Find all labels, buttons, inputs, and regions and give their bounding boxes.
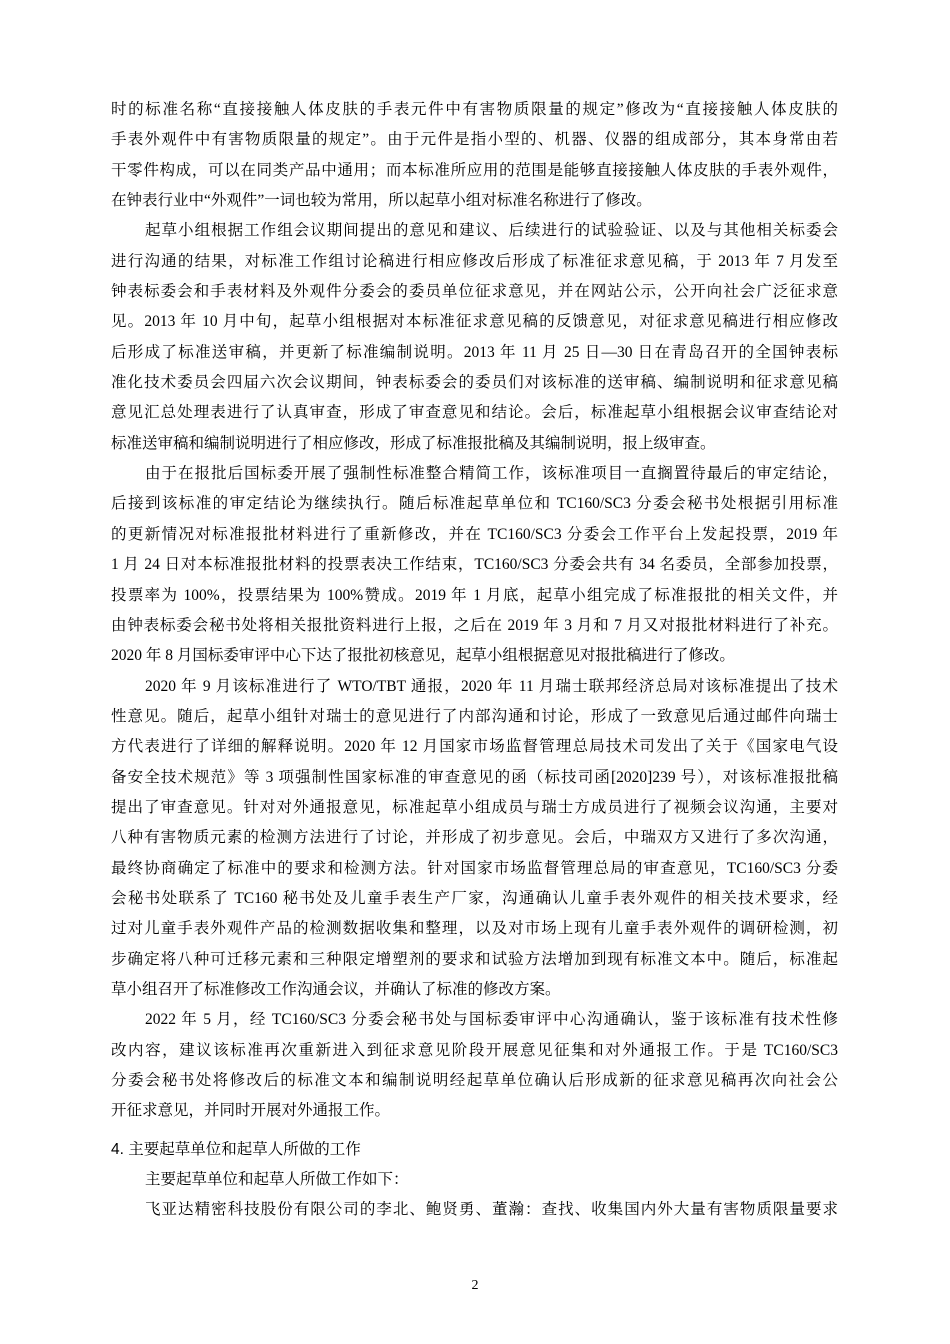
- text-line: 2022 年 5 月，经 TC160/SC3 分委会秘书处与国标委审评中心沟通确认，鉴于该标准有技术性修: [145, 1011, 838, 1029]
- text-line: 后形成了标准送审稿，并更新了标准编制说明。2013 年 11 月 25 日—30 日在青岛召开的全国钟表标: [111, 343, 838, 361]
- text-line: 手表外观件中有害物质限量的规定”。由于元件是指小型的、机器、仪器的组成部分，其本身常由若: [111, 131, 838, 149]
- text-line: 分委会秘书处将修改后的标准文本和编制说明经起草单位确认后形成新的征求意见稿再次向社会公: [111, 1072, 838, 1089]
- text-line: 八种有害物质元素的检测方法进行了讨论，并形成了初步意见。会后，中瑞双方又进行了多次沟通，: [111, 829, 838, 847]
- text-line: 改内容，建议该标准再次重新进入到征求意见阶段开展意见征集和对外通报工作。于是 TC160/SC3: [111, 1041, 838, 1059]
- text-line: 钟表标委会和手表材料及外观件分委会的委员单位征求意见，并在网站公示，公开向社会广泛征求意: [111, 283, 838, 301]
- text-line: 意见汇总处理表进行了认真审查，形成了审查意见和结论。会后，标准起草小组根据会议审查结论对: [111, 404, 838, 422]
- text-line: 过对儿童手表外观件产品的检测数据收集和整理，以及对市场上现有儿童手表外观件的调研检测，初: [111, 920, 838, 938]
- document-body: [111, 95, 838, 1225]
- paragraph: [111, 459, 838, 671]
- text-line: 步确定将八种可迁移元素和三种限定增塑剂的要求和试验方法增加到现有标准文本中。随后，标准起: [111, 950, 838, 968]
- text-line: 会秘书处联系了 TC160 秘书处及儿童手表生产厂家，沟通确认儿童手表外观件的相关技术要求，经: [111, 889, 838, 907]
- paragraph: [111, 1195, 838, 1225]
- text-line: 起草小组根据工作组会议期间提出的意见和建议、后续进行的试验验证、以及与其他相关标委会: [145, 222, 838, 240]
- text-line: 在钟表行业中“外观件”一词也较为常用，所以起草小组对标准名称进行了修改。: [111, 192, 652, 210]
- text-line: 进行沟通的结果，对标准工作组讨论稿进行相应修改后形成了标准征求意见稿，于 2013 年 7 月发至: [111, 252, 838, 270]
- paragraph: [111, 672, 838, 1006]
- text-line: 的更新情况对标准报批材料进行了重新修改，并在 TC160/SC3 分委会工作平台上发起投票，2019 年: [111, 525, 838, 543]
- paragraph: [111, 216, 838, 459]
- text-line: 最终协商确定了标准中的要求和检测方法。针对国家市场监督管理总局的审查意见，TC160/SC3 分委: [111, 859, 838, 877]
- text-line: 提出了审查意见。针对对外通报意见，标准起草小组成员与瑞士方成员进行了视频会议沟通，主要对: [111, 798, 838, 816]
- text-line: 草小组召开了标准修改工作沟通会议，并确认了标准的修改方案。: [111, 980, 561, 998]
- text-line: 备安全技术规范》等 3 项强制性国家标准的审查意见的函（标技司函[2020]239 号），对该标准报批稿: [111, 768, 838, 786]
- paragraph: [111, 1165, 838, 1195]
- paragraph: [111, 95, 838, 216]
- text-line: 见。2013 年 10 月中旬，起草小组根据对本标准征求意见稿的反馈意见，对征求意见稿进行相应修改: [111, 313, 838, 331]
- text-line: 由于在报批后国标委开展了强制性标准整合精简工作，该标准项目一直搁置待最后的审定结论，: [145, 465, 838, 483]
- text-line: 2020 年 8 月国标委审评中心下达了报批初核意见，起草小组根据意见对报批稿进行了修改。: [111, 647, 735, 665]
- text-line: 主要起草单位和起草人所做工作如下：: [145, 1170, 409, 1188]
- text-line: 准化技术委员会四届六次会议期间，钟表标委会的委员们对该标准的送审稿、编制说明和征求意见稿: [111, 374, 838, 392]
- text-line: 方代表进行了详细的解释说明。2020 年 12 月国家市场监督管理总局技术司发出了关于《国家电气设: [111, 738, 838, 756]
- text-line: 投票率为 100%，投票结果为 100%赞成。2019 年 1 月底，起草小组完成了标准报批的相关文件，并: [111, 586, 838, 604]
- paragraph: [111, 1005, 838, 1126]
- text-line: 后接到该标准的审定结论为继续执行。随后标准起草单位和 TC160/SC3 分委会秘书处根据引用标准: [111, 495, 838, 513]
- text-line: 性意见。随后，起草小组针对瑞士的意见进行了内部沟通和讨论，形成了一致意见后通过邮件向瑞士: [111, 707, 838, 725]
- text-line: 2020 年 9 月该标准进行了 WTO/TBT 通报，2020 年 11 月瑞士联邦经济总局对该标准提出了技术: [145, 677, 838, 695]
- section-heading: 4. 主要起草单位和起草人所做的工作: [111, 1140, 361, 1158]
- text-line: 开征求意见，并同时开展对外通报工作。: [111, 1102, 391, 1120]
- page-number: 2: [471, 1278, 479, 1293]
- text-line: 时的标准名称“直接接触人体皮肤的手表元件中有害物质限量的规定”修改为“直接接触人体皮肤的: [111, 101, 838, 118]
- text-line: 干零件构成，可以在同类产品中通用；而本标准所应用的范围是能够直接接触人体皮肤的手表外观件，: [111, 161, 838, 179]
- text-line: 由钟表标委会秘书处将相关报批资料进行上报，之后在 2019 年 3 月和 7 月又对报批材料进行了补充。: [111, 616, 838, 634]
- text-line: 1 月 24 日对本标准报批材料的投票表决工作结束，TC160/SC3 分委会共有 34 名委员，全部参加投票，: [111, 556, 838, 574]
- text-line: 标准送审稿和编制说明进行了相应修改，形成了标准报批稿及其编制说明，报上级审查。: [111, 434, 716, 452]
- text-line: 飞亚达精密科技股份有限公司的李北、鲍贤勇、董瀚：查找、收集国内外大量有害物质限量要求: [145, 1201, 838, 1219]
